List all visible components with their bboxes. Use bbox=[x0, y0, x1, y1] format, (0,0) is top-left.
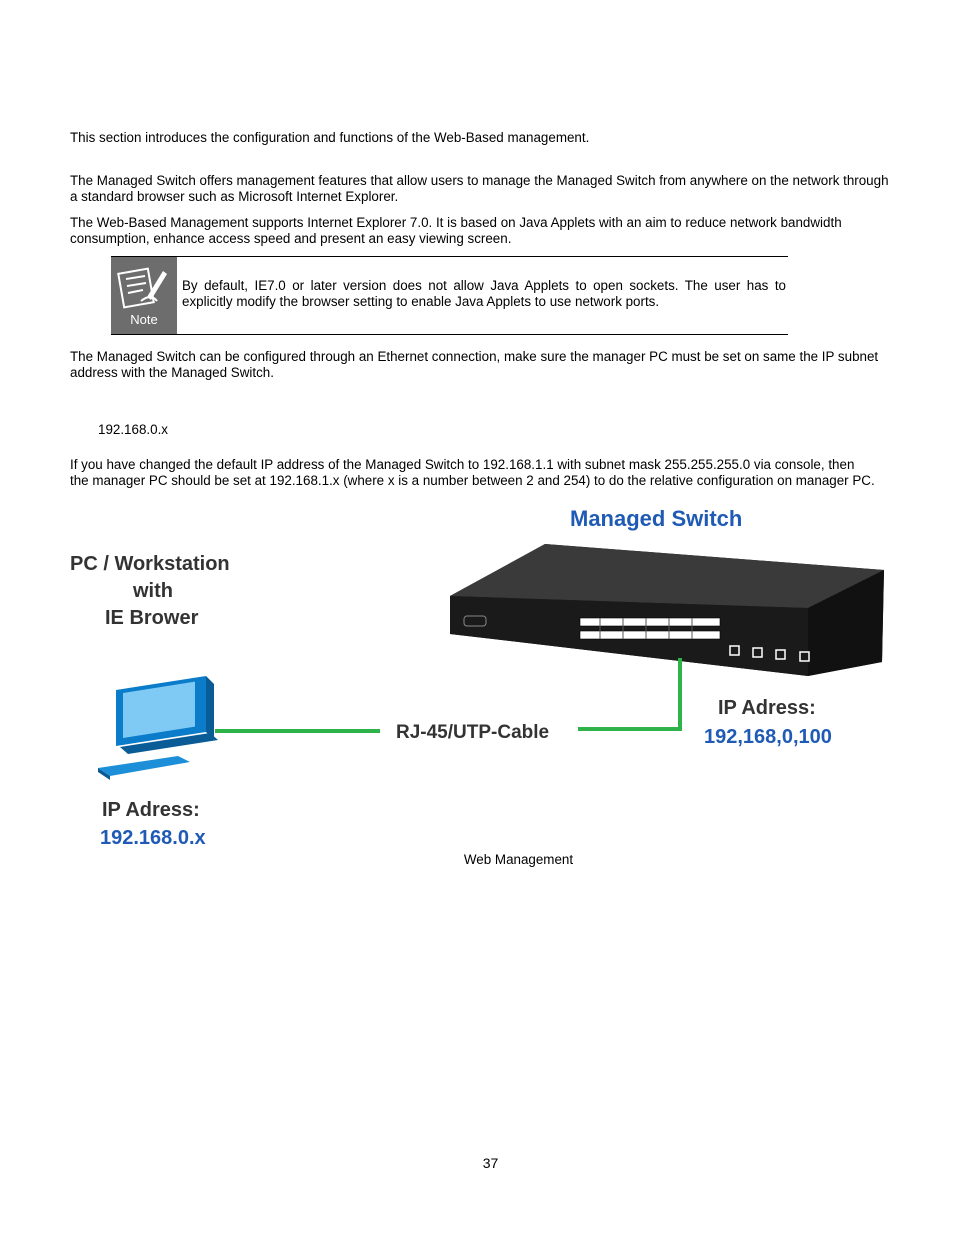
browser-support-paragraph: The Web-Based Management supports Internet Explorer 7.0. It is based on Java Applets with an aim to reduce network bandwidth consumption, enhance access speed and present an easy viewing screen. bbox=[70, 215, 842, 246]
pc-title-line3: IE Brower bbox=[105, 607, 199, 629]
overview-paragraph: The Managed Switch offers management features that allow users to manage the Managed Switch from anywhere on the network through a standard browser such as Microsoft Internet Explorer. bbox=[70, 173, 889, 204]
pc-ip-value: 192.168.0.x bbox=[100, 827, 206, 849]
note-icon-label: Note bbox=[130, 312, 158, 327]
note-box bbox=[111, 256, 788, 335]
page-number: 37 bbox=[482, 1155, 499, 1171]
changed-ip-paragraph: If you have changed the default IP address of the Managed Switch to 192.168.1.1 with subnet mask 255.255.255.0 via console, then the manager PC should be set at 192.168.1.x (where x is a number between 2 and 254) to do the relative configuration on manager PC. bbox=[70, 457, 875, 488]
ethernet-paragraph: The Managed Switch can be configured through an Ethernet connection, make sure the manager PC must be set on same the IP subnet address with the Managed Switch. bbox=[70, 349, 879, 380]
switch-illustration bbox=[450, 544, 884, 676]
switch-ip-value: 192,168,0,100 bbox=[704, 726, 832, 748]
pc-title-line2: with bbox=[133, 580, 173, 602]
pc-ip-label: IP Adress: bbox=[102, 799, 200, 821]
ip-line: 192.168.0.x bbox=[98, 422, 168, 437]
intro-paragraph: This section introduces the configuration and functions of the Web-Based management. bbox=[70, 130, 590, 145]
switch-title: Managed Switch bbox=[570, 506, 743, 531]
note-text: By default, IE7.0 or later version does not allow Java Applets to open sockets. The user has to explicitly modify the browser setting to enable Java Applets to use network ports. bbox=[182, 278, 786, 309]
note-icon bbox=[111, 257, 177, 334]
web-management-diagram bbox=[60, 500, 900, 855]
switch-ip-label: IP Adress: bbox=[718, 697, 816, 719]
cable-label: RJ-45/UTP-Cable bbox=[396, 722, 550, 743]
pc-illustration bbox=[98, 676, 218, 780]
cable-lines bbox=[215, 658, 680, 731]
figure-caption: Web Management bbox=[463, 852, 574, 867]
pc-title-line1: PC / Workstation bbox=[70, 553, 230, 575]
